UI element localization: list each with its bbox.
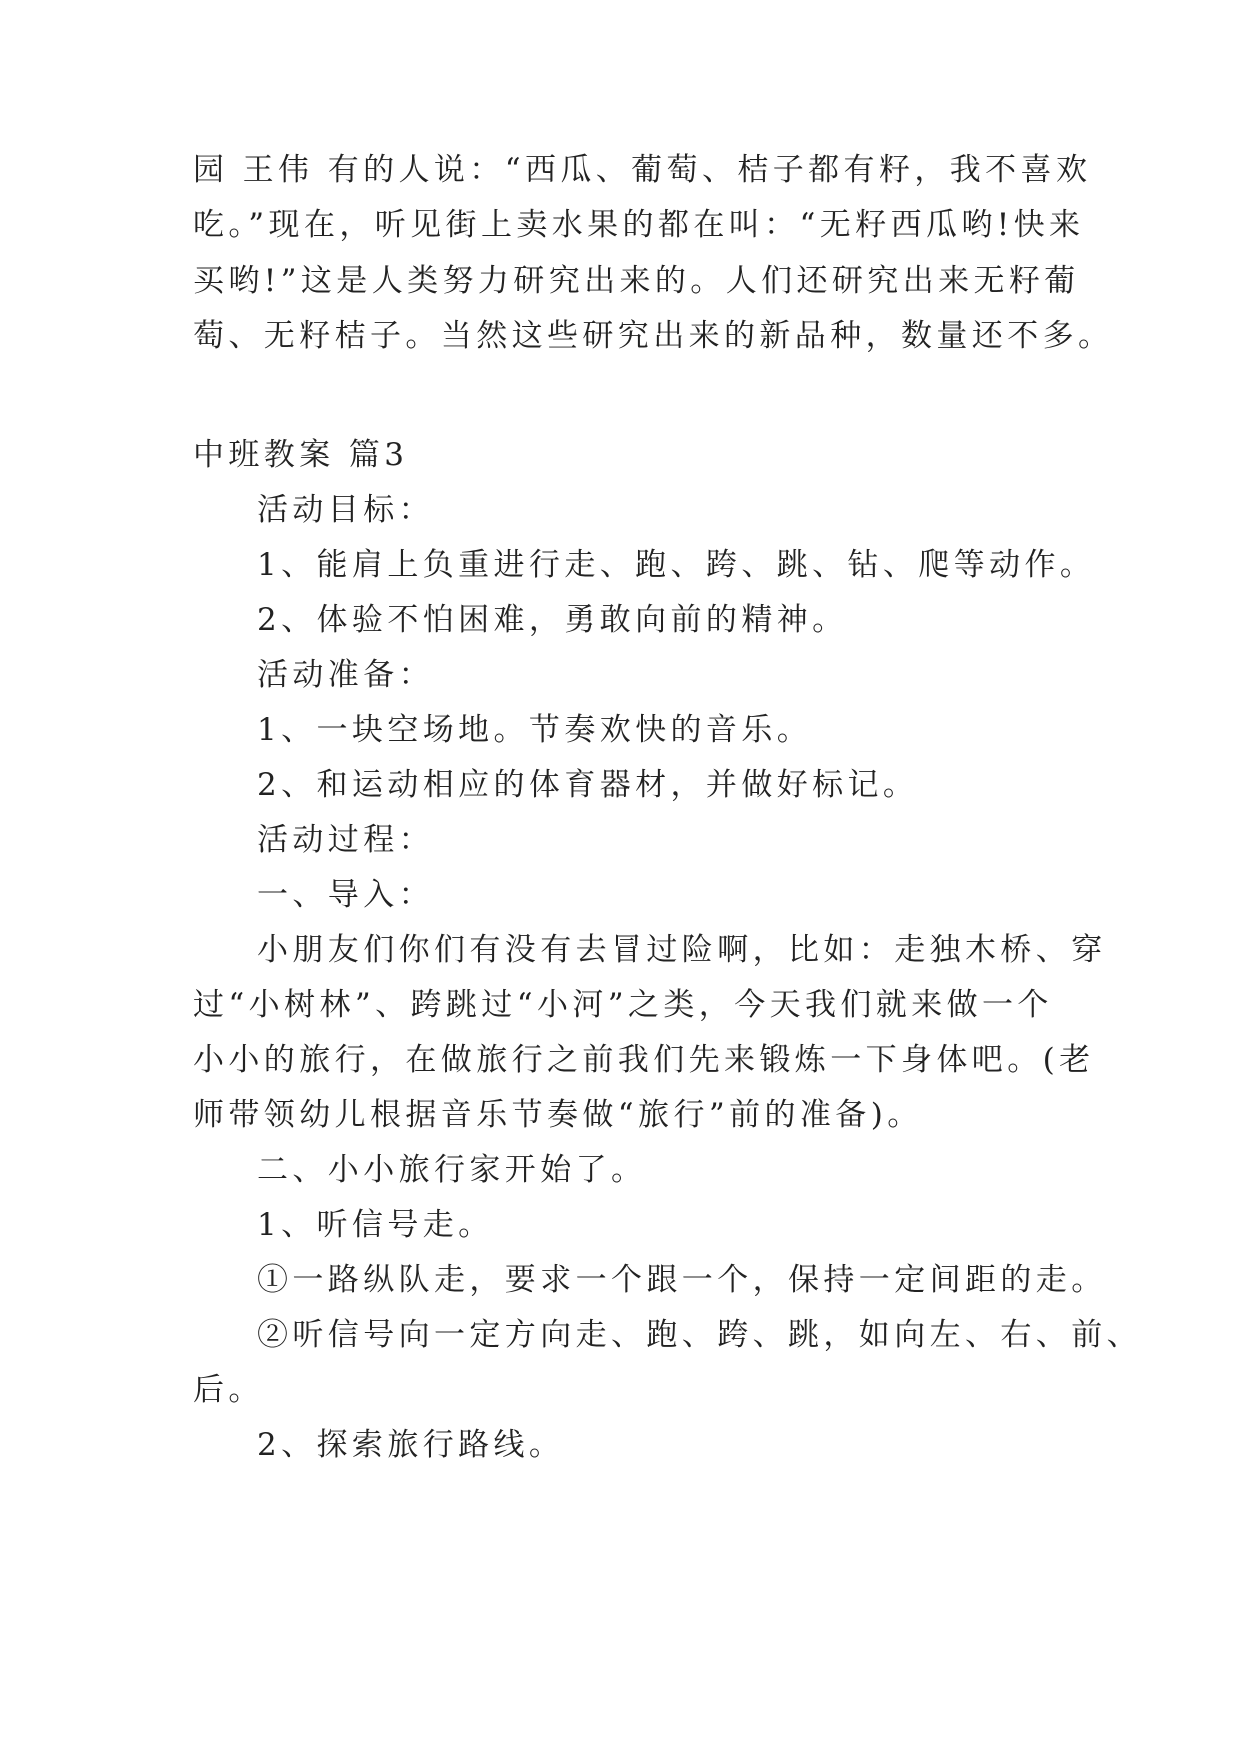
step-1-heading: 一、导入： [257,877,434,913]
step-1-line-3: 小小的旅行，在做旅行之前我们先来锻炼一下身体吧。(老 [193,1042,1095,1078]
step-2-item-2: 2、探索旅行路线。 [257,1427,565,1463]
step-2-sub-2-line-2: 后。 [193,1372,264,1408]
step-1-line-4: 师带领幼儿根据音乐节奏做“旅行”前的准备)。 [193,1097,923,1133]
goals-heading: 活动目标： [257,492,434,528]
prep-heading: 活动准备： [257,657,434,693]
goal-item-1: 1、能肩上负重进行走、跑、跨、跳、钻、爬等动作。 [257,547,1096,583]
intro-line-4: 萄、无籽桔子。当然这些研究出来的新品种，数量还不多。 [193,318,1114,354]
prep-item-1: 1、一块空场地。节奏欢快的音乐。 [257,712,813,748]
intro-line-3: 买哟!”这是人类努力研究出来的。人们还研究出来无籽葡 [193,263,1080,299]
process-heading: 活动过程： [257,822,434,858]
step-2-sub-1: ①一路纵队走，要求一个跟一个，保持一定间距的走。 [257,1262,1107,1298]
step-1-line-1: 小朋友们你们有没有去冒过险啊，比如：走独木桥、穿 [257,932,1107,968]
step-2-heading: 二、小小旅行家开始了。 [257,1152,647,1188]
section-title: 中班教案 篇3 [193,437,409,473]
step-2-item-1: 1、听信号走。 [257,1207,494,1243]
step-2-sub-2-line-1: ②听信号向一定方向走、跑、跨、跳，如向左、右、前、 [257,1317,1142,1353]
goal-item-2: 2、体验不怕困难，勇敢向前的精神。 [257,602,848,638]
prep-item-2: 2、和运动相应的体育器材，并做好标记。 [257,767,919,803]
intro-line-2: 吃。”现在，听见街上卖水果的都在叫：“无籽西瓜哟!快来 [193,207,1085,243]
step-1-line-2: 过“小树林”、跨跳过“小河”之类，今天我们就来做一个 [193,987,1053,1023]
intro-line-1: 园 王伟 有的人说：“西瓜、葡萄、桔子都有籽，我不喜欢 [193,152,1092,188]
